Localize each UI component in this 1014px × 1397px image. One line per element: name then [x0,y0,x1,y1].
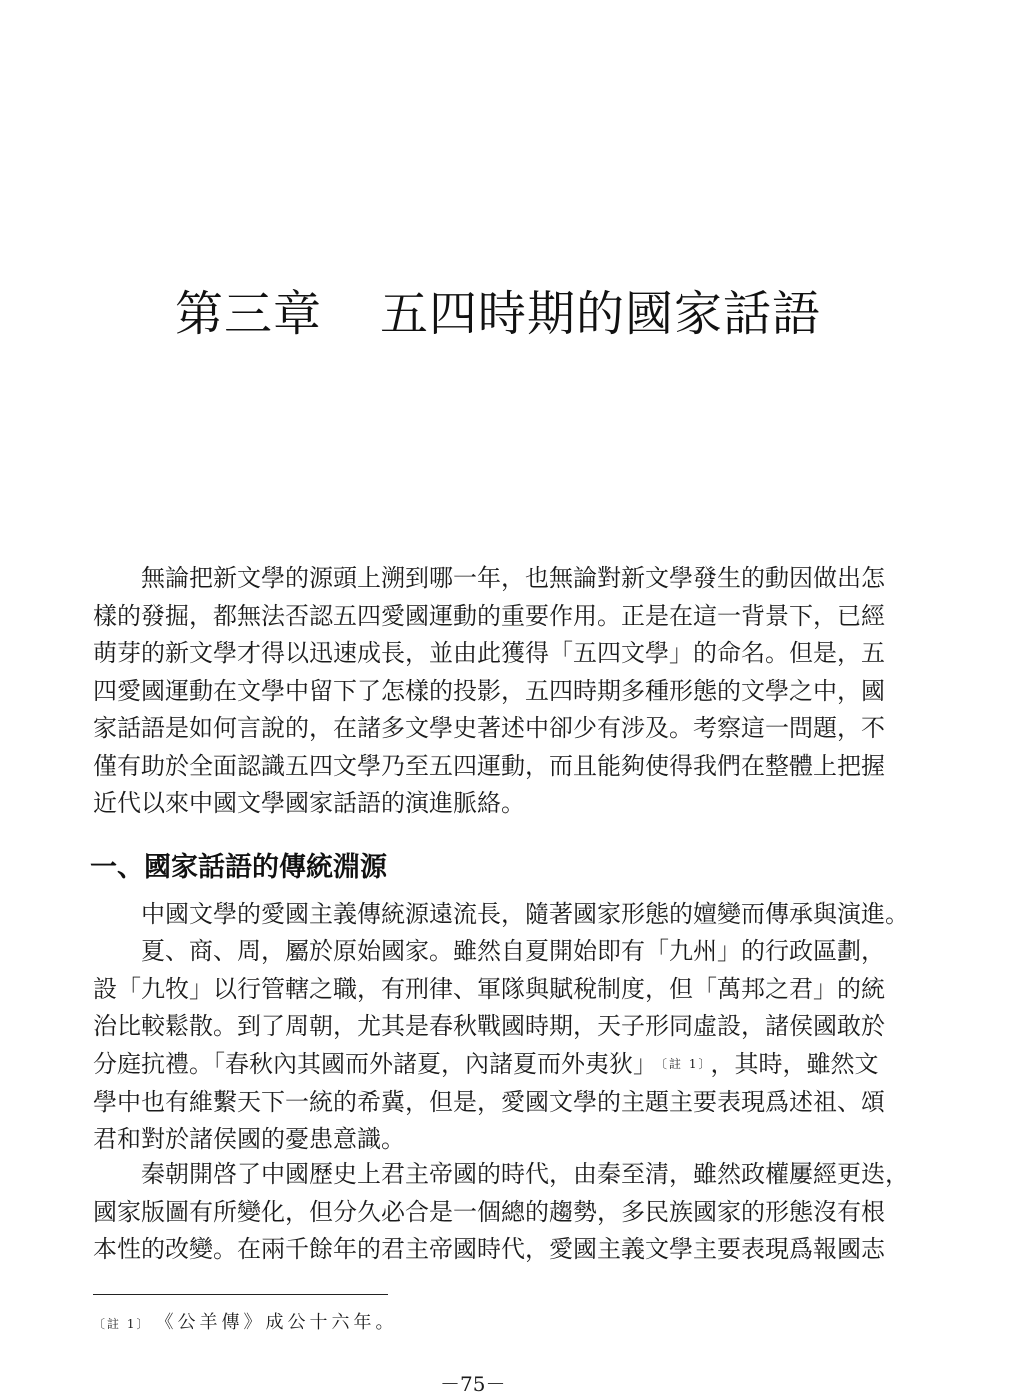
section-paragraph-3 [93,1156,909,1269]
footnote-divider [93,1294,388,1295]
chapter-name: 五四時期的國家話語 [380,286,822,343]
text-line: 無論把新文學的源頭上溯到哪一年，也無論對新文學發生的動因做出怎 [141,564,885,592]
text-line: 樣的發掘，都無法否認五四愛國運動的重要作用。正是在這一背景下，已經 [93,601,885,630]
page-number: －75－ [440,1372,506,1396]
section-paragraph-1 [93,896,909,934]
text-line: 設「九牧」以行管轄之職，有刑律、軍隊與賦稅制度，但「萬邦之君」的統 [93,974,885,1003]
text-line: 家話語是如何言說的，在諸多文學史著述中卻少有涉及。考察這一問題，不 [93,714,885,742]
footnote-mark: 〔註 1〕 [93,1316,151,1331]
text-line: 夏、商、周，屬於原始國家。雖然自夏開始即有「九州」的行政區劃， [141,937,885,965]
text-line: 四愛國運動在文學中留下了怎樣的投影，五四時期多種形態的文學之中，國 [93,676,885,705]
footnote-reference[interactable]: 〔註 1〕 [661,1057,707,1072]
text-line: 中國文學的愛國主義傳統源遠流長，隨著國家形態的嬗變而傳承與演進。 [141,900,909,928]
text-line: 近代以來中國文學國家話語的演進脈絡。 [93,789,525,817]
text-line: 僅有助於全面認識五四文學乃至五四運動，而且能夠使得我們在整體上把握 [93,751,885,780]
section-heading: 一、國家話語的傳統淵源 [90,852,387,883]
text-line: 秦朝開啓了中國歷史上君主帝國的時代，由秦至清，雖然政權屢經更迭， [141,1160,909,1188]
text-line: 學中也有維繫天下一統的希冀，但是，愛國文學的主題主要表現爲述祖、頌 [93,1087,885,1116]
text-line: 國家版圖有所變化，但分久必合是一個總的趨勢，多民族國家的形態沒有根 [93,1197,885,1226]
text-line [93,1046,879,1084]
text-line: 萌芽的新文學才得以迅速成長，並由此獲得「五四文學」的命名。但是，五 [93,639,885,667]
footnote [93,1308,397,1334]
text-line: 君和對於諸侯國的憂患意識。 [93,1125,405,1154]
text-segment: ，其時，雖然文 [710,1049,879,1078]
chapter-title [175,275,821,344]
text-line: 治比較鬆散。到了周朝，尤其是春秋戰國時期，天子形同虛設，諸侯國敢於 [93,1012,885,1040]
footnote-text: 《公羊傳》成公十六年。 [164,1312,398,1333]
text-line: 本性的改變。在兩千餘年的君主帝國時代，愛國主義文學主要表現爲報國志 [93,1235,885,1263]
text-segment: 分庭抗禮。「春秋內其國而外諸夏，內諸夏而外夷狄」 [93,1049,657,1078]
section-paragraph-2 [93,933,885,1159]
chapter-number: 第三章 [175,286,323,343]
intro-paragraph [93,560,885,823]
